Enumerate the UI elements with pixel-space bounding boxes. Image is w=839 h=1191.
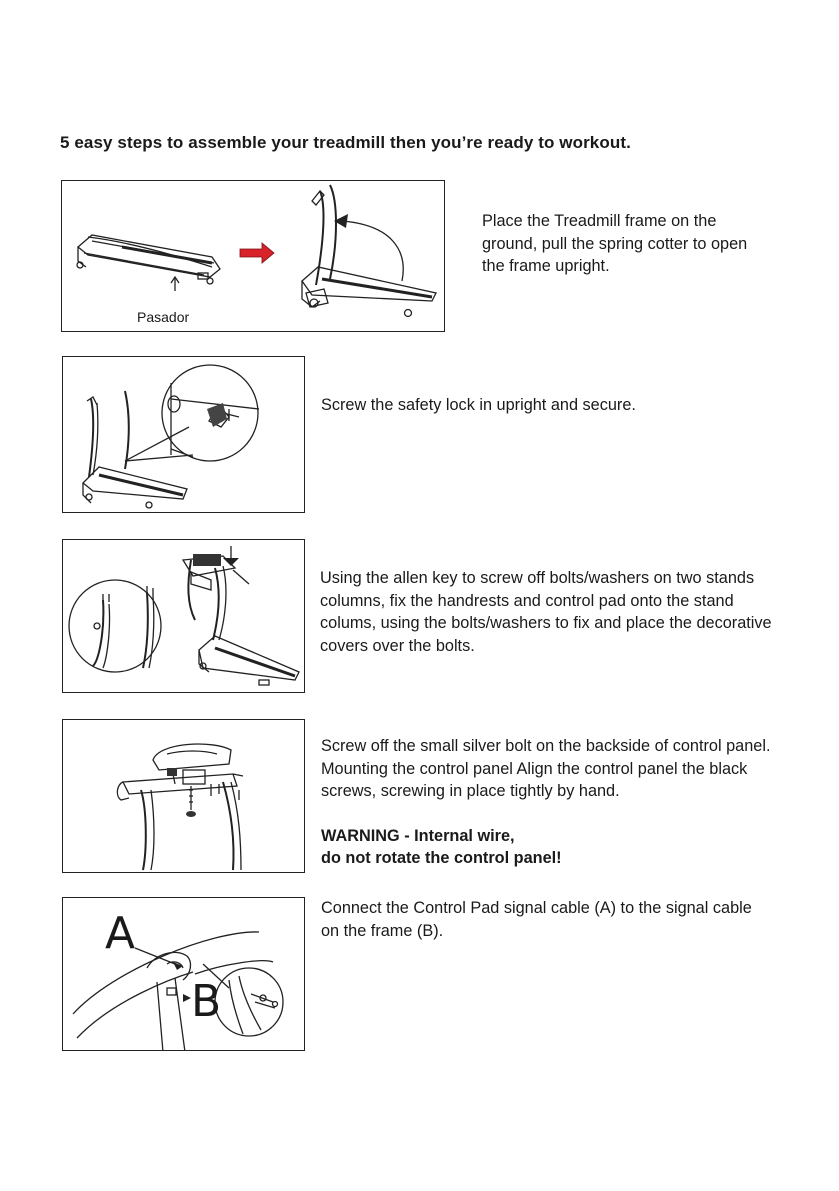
step-2-illustration: [62, 356, 305, 513]
step-4-instructions: Screw off the small silver bolt on the backside of control panel. Mounting the control panel Align the control panel the black screws, screwing in place tightly by hand.: [321, 737, 771, 800]
page-title: 5 easy steps to assemble your treadmill then you’re ready to workout.: [60, 133, 631, 152]
step-3-text: Using the allen key to screw off bolts/washers on two stands columns, fix the handrests and control pad onto the stand colums, using the bolts/washers to fix and place the decorative covers over the bolts.: [320, 569, 772, 655]
step-4-illustration: [62, 719, 305, 873]
step-1-text: Place the Treadmill frame on the ground, pull the spring cotter to open the frame upright.: [482, 212, 748, 275]
treadmill-folded-unfolded-drawing: [62, 181, 445, 332]
control-panel-mounting-drawing: [63, 720, 305, 873]
safety-lock-drawing: [63, 357, 305, 513]
step-3-illustration: [62, 539, 305, 693]
warning-line-2: do not rotate the control panel!: [321, 849, 562, 867]
label-b: B: [191, 976, 222, 1027]
step-4-text: [321, 735, 781, 870]
pasador-label: Pasador: [137, 309, 190, 325]
label-a: A: [105, 908, 136, 959]
warning-line-1: WARNING - Internal wire,: [321, 826, 515, 845]
step-1-illustration: [61, 180, 445, 332]
signal-cable-drawing: [63, 898, 305, 1051]
step-5-text: Connect the Control Pad signal cable (A) to the signal cable on the frame (B).: [321, 899, 752, 940]
step-2-text: Screw the safety lock in upright and secure.: [321, 396, 636, 414]
step-5-illustration: [62, 897, 305, 1051]
handrest-assembly-drawing: [63, 540, 305, 693]
